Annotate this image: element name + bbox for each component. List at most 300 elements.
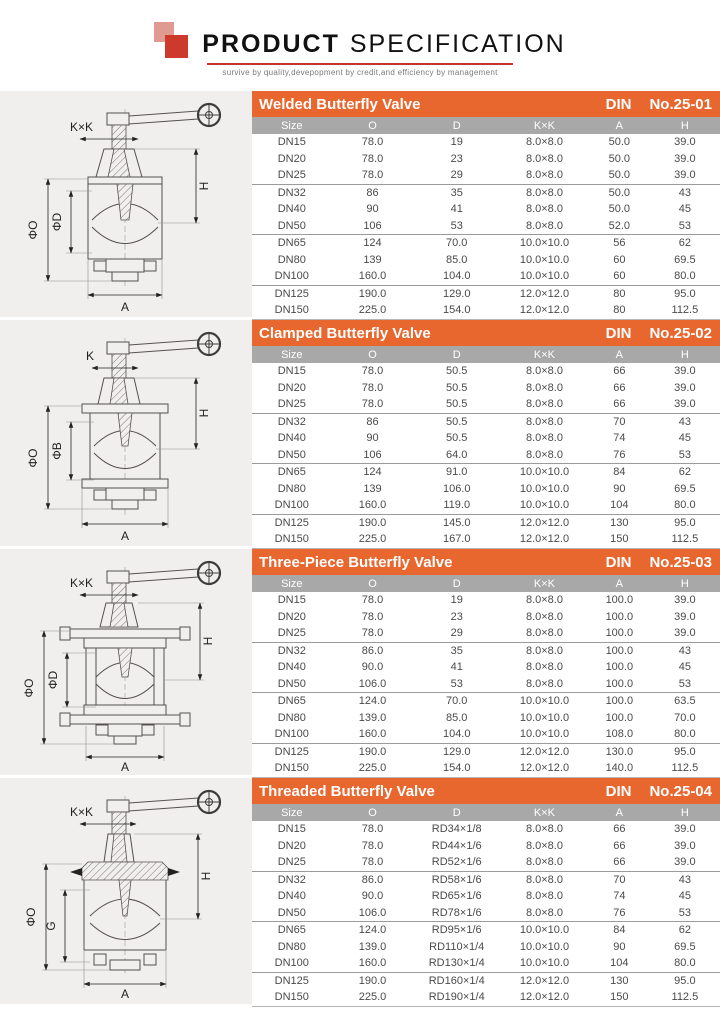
table-cell: 112.5 — [650, 989, 720, 1006]
table-cell: 12.0×12.0 — [500, 972, 589, 989]
table-cell: 10.0×10.0 — [500, 252, 589, 269]
table-cell: 78.0 — [332, 609, 414, 626]
table-cell: 39.0 — [650, 592, 720, 609]
din-number: No.25-02 — [649, 324, 712, 342]
table-cell: DN65 — [252, 922, 332, 939]
column-header-h: H — [650, 346, 720, 363]
table-cell: 8.0×8.0 — [500, 413, 589, 430]
table-cell: 76 — [589, 447, 650, 464]
table-cell: 50.5 — [413, 396, 500, 413]
table-cell: 70 — [589, 871, 650, 888]
table-cell: 145.0 — [413, 514, 500, 531]
column-header-a: A — [589, 346, 650, 363]
table-cell: 108.0 — [589, 726, 650, 743]
dim-label-a: A — [120, 529, 130, 543]
table-cell: 39.0 — [650, 396, 720, 413]
din-number: No.25-03 — [649, 553, 712, 571]
din-number: No.25-04 — [649, 782, 712, 800]
table-row — [252, 218, 720, 235]
table-row — [252, 201, 720, 218]
table-cell: 39.0 — [650, 838, 720, 855]
table-row — [252, 268, 720, 285]
table-cell: 69.5 — [650, 939, 720, 956]
table-row — [252, 151, 720, 168]
table-cell: 80.0 — [650, 268, 720, 285]
table-cell: 53 — [650, 905, 720, 922]
table-row — [252, 659, 720, 676]
table-cell: 78.0 — [332, 592, 414, 609]
table-title-bar — [252, 91, 720, 117]
table-cell: 100.0 — [589, 609, 650, 626]
table-cell: 106 — [332, 447, 414, 464]
table-cell: DN50 — [252, 676, 332, 693]
table-cell: DN40 — [252, 201, 332, 218]
table-cell: 90 — [332, 430, 414, 447]
table-row — [252, 642, 720, 659]
table-cell: 35 — [413, 184, 500, 201]
dim-label-g: G — [44, 921, 58, 931]
table-cell: DN125 — [252, 285, 332, 302]
column-header-kxk: K×K — [500, 804, 589, 821]
table-row — [252, 989, 720, 1006]
table-row — [252, 302, 720, 319]
column-header-row — [252, 346, 720, 363]
table-cell: 91.0 — [413, 464, 500, 481]
din-number: No.25-01 — [649, 95, 712, 113]
column-header-o: O — [332, 804, 414, 821]
table-row — [252, 922, 720, 939]
table-cell: 50.0 — [589, 184, 650, 201]
table-cell: DN32 — [252, 871, 332, 888]
table-row — [252, 743, 720, 760]
din-standard: DIN — [605, 324, 632, 342]
column-header-d: D — [413, 117, 500, 134]
dim-label-phi-o: ΦO — [26, 220, 40, 240]
table-cell: 95.0 — [650, 514, 720, 531]
table-cell: RD34×1/8 — [413, 821, 500, 838]
table-cell: 63.5 — [650, 693, 720, 710]
dim-label-phi-d: ΦD — [50, 212, 64, 232]
table-cell: 45 — [650, 430, 720, 447]
table-cell: 39.0 — [650, 363, 720, 380]
table-cell: 160.0 — [332, 497, 414, 514]
table-cell: DN65 — [252, 464, 332, 481]
table-cell: 50.5 — [413, 413, 500, 430]
table-cell: 19 — [413, 134, 500, 151]
table-cell: 129.0 — [413, 285, 500, 302]
table-cell: 190.0 — [332, 285, 414, 302]
table-row — [252, 363, 720, 380]
table-cell: 85.0 — [413, 252, 500, 269]
table-cell: 10.0×10.0 — [500, 922, 589, 939]
table-cell: 160.0 — [332, 726, 414, 743]
table-cell: 225.0 — [332, 531, 414, 548]
table-cell: 106 — [332, 218, 414, 235]
table-cell: 129.0 — [413, 743, 500, 760]
table-cell: 10.0×10.0 — [500, 939, 589, 956]
table-cell: RD190×1/4 — [413, 989, 500, 1006]
table-row — [252, 854, 720, 871]
table-row — [252, 413, 720, 430]
table-cell: 53 — [650, 676, 720, 693]
column-header-size: Size — [252, 346, 332, 363]
logo-icon — [154, 22, 190, 60]
table-cell: 39.0 — [650, 625, 720, 642]
handle-knob-icon — [198, 104, 220, 126]
table-cell: RD58×1/6 — [413, 871, 500, 888]
table-cell: 53 — [650, 447, 720, 464]
drawing-panel-threaded — [0, 778, 252, 1004]
dim-label-kxk: K×K — [70, 576, 94, 590]
table-cell: DN80 — [252, 481, 332, 498]
table-cell: DN25 — [252, 396, 332, 413]
table-cell: 10.0×10.0 — [500, 955, 589, 972]
page-title-light: SPECIFICATION — [349, 29, 566, 58]
tagline: survive by quality,devepopment by credit,and efficiency by management — [222, 68, 498, 77]
dim-label-k: K — [86, 349, 95, 363]
table-cell: 66 — [589, 363, 650, 380]
table-cell: DN20 — [252, 151, 332, 168]
table-cell: DN100 — [252, 497, 332, 514]
table-cell: 50.0 — [589, 151, 650, 168]
table-cell: DN32 — [252, 184, 332, 201]
table-cell: 90.0 — [332, 659, 414, 676]
table-cell: 53 — [413, 218, 500, 235]
table-cell: 78.0 — [332, 396, 414, 413]
table-cell: 8.0×8.0 — [500, 659, 589, 676]
table-cell: 69.5 — [650, 481, 720, 498]
section-welded-butterfly-valve — [0, 91, 720, 317]
column-header-a: A — [589, 117, 650, 134]
table-cell: 45 — [650, 888, 720, 905]
table-cell: 8.0×8.0 — [500, 854, 589, 871]
column-header-row — [252, 117, 720, 134]
table-cell: 225.0 — [332, 760, 414, 777]
table-cell: 52.0 — [589, 218, 650, 235]
dim-label-kxk: K×K — [70, 120, 94, 134]
dim-label-h: H — [199, 871, 213, 881]
table-cell: 95.0 — [650, 743, 720, 760]
table-cell: DN100 — [252, 955, 332, 972]
table-cell: DN40 — [252, 659, 332, 676]
table-cell: 119.0 — [413, 497, 500, 514]
table-cell: 45 — [650, 659, 720, 676]
table-cell: 124 — [332, 464, 414, 481]
table-cell: 70.0 — [413, 693, 500, 710]
column-header-h: H — [650, 575, 720, 592]
section-three-piece-butterfly-valve — [0, 549, 720, 775]
table-cell: DN15 — [252, 592, 332, 609]
table-cell: 66 — [589, 821, 650, 838]
table-cell: 50.0 — [589, 201, 650, 218]
table-cell: 112.5 — [650, 760, 720, 777]
table-cell: DN32 — [252, 413, 332, 430]
table-cell: 78.0 — [332, 134, 414, 151]
drawing-panel-three-piece — [0, 549, 252, 775]
table-cell: 8.0×8.0 — [500, 838, 589, 855]
table-cell: 8.0×8.0 — [500, 821, 589, 838]
weld-arrow-icon — [70, 868, 82, 876]
table-cell: DN15 — [252, 821, 332, 838]
section-clamped-butterfly-valve — [0, 320, 720, 546]
table-row — [252, 838, 720, 855]
column-header-size: Size — [252, 575, 332, 592]
table-row — [252, 447, 720, 464]
table-cell: 106.0 — [332, 905, 414, 922]
table-cell: 86 — [332, 413, 414, 430]
valve-technical-drawing-clamped — [0, 320, 252, 546]
table-cell: 86.0 — [332, 871, 414, 888]
table-cell: 190.0 — [332, 972, 414, 989]
din-standard: DIN — [605, 782, 632, 800]
brand-rule — [207, 63, 513, 65]
spec-table-welded — [252, 117, 720, 320]
table-cell: DN25 — [252, 854, 332, 871]
table-title-bar — [252, 778, 720, 804]
table-cell: 66 — [589, 854, 650, 871]
valve-technical-drawing-threaded — [0, 778, 252, 1004]
table-cell: 225.0 — [332, 989, 414, 1006]
table-cell: 50.5 — [413, 430, 500, 447]
table-cell: 130 — [589, 972, 650, 989]
table-cell: 23 — [413, 151, 500, 168]
table-cell: 8.0×8.0 — [500, 642, 589, 659]
column-header-d: D — [413, 346, 500, 363]
table-cell: 80 — [589, 302, 650, 319]
table-cell: 62 — [650, 235, 720, 252]
table-cell: 12.0×12.0 — [500, 760, 589, 777]
table-cell: 12.0×12.0 — [500, 743, 589, 760]
table-cell: DN80 — [252, 252, 332, 269]
table-row — [252, 531, 720, 548]
table-cell: DN20 — [252, 838, 332, 855]
table-cell: 95.0 — [650, 972, 720, 989]
table-cell: 100.0 — [589, 625, 650, 642]
table-cell: 62 — [650, 922, 720, 939]
table-cell: 41 — [413, 659, 500, 676]
table-cell: 8.0×8.0 — [500, 430, 589, 447]
table-cell: 86.0 — [332, 642, 414, 659]
table-cell: 160.0 — [332, 955, 414, 972]
table-cell: 78.0 — [332, 167, 414, 184]
table-cell: 130 — [589, 514, 650, 531]
table-cell: 8.0×8.0 — [500, 201, 589, 218]
table-cell: 160.0 — [332, 268, 414, 285]
table-cell: 29 — [413, 167, 500, 184]
dim-label-phi-d: ΦD — [46, 670, 60, 690]
table-cell: 112.5 — [650, 302, 720, 319]
table-cell: 19 — [413, 592, 500, 609]
table-cell: 80 — [589, 285, 650, 302]
table-cell: 43 — [650, 413, 720, 430]
table-row — [252, 380, 720, 397]
table-cell: 76 — [589, 905, 650, 922]
table-cell: 12.0×12.0 — [500, 302, 589, 319]
table-cell: DN80 — [252, 939, 332, 956]
table-cell: 8.0×8.0 — [500, 676, 589, 693]
table-cell: 104 — [589, 497, 650, 514]
table-row — [252, 726, 720, 743]
table-cell: 10.0×10.0 — [500, 497, 589, 514]
table-cell: 78.0 — [332, 821, 414, 838]
table-cell: DN15 — [252, 134, 332, 151]
table-cell: 130.0 — [589, 743, 650, 760]
table-row — [252, 396, 720, 413]
table-cell: RD160×1/4 — [413, 972, 500, 989]
column-header-kxk: K×K — [500, 117, 589, 134]
drawing-panel-clamped — [0, 320, 252, 546]
dim-label-h: H — [201, 636, 215, 646]
column-header-size: Size — [252, 117, 332, 134]
column-header-row — [252, 804, 720, 821]
table-cell: DN50 — [252, 447, 332, 464]
table-cell: 78.0 — [332, 838, 414, 855]
table-cell: DN125 — [252, 514, 332, 531]
table-cell: RD130×1/4 — [413, 955, 500, 972]
dim-label-phi-o: ΦO — [22, 678, 36, 698]
table-row — [252, 871, 720, 888]
table-title-bar — [252, 320, 720, 346]
table-cell: 8.0×8.0 — [500, 871, 589, 888]
dim-label-kxk: K×K — [70, 805, 94, 819]
table-cell: 139 — [332, 481, 414, 498]
column-header-size: Size — [252, 804, 332, 821]
column-header-h: H — [650, 804, 720, 821]
table-cell: 39.0 — [650, 151, 720, 168]
table-cell: 12.0×12.0 — [500, 514, 589, 531]
table-cell: 8.0×8.0 — [500, 396, 589, 413]
table-cell: 8.0×8.0 — [500, 592, 589, 609]
table-cell: 104.0 — [413, 726, 500, 743]
table-cell: DN40 — [252, 888, 332, 905]
table-cell: 62 — [650, 464, 720, 481]
table-row — [252, 430, 720, 447]
table-cell: 8.0×8.0 — [500, 184, 589, 201]
table-cell: 106.0 — [332, 676, 414, 693]
table-cell: 50.0 — [589, 167, 650, 184]
table-title-bar — [252, 549, 720, 575]
column-header-o: O — [332, 346, 414, 363]
table-cell: 8.0×8.0 — [500, 363, 589, 380]
table-cell: 104 — [589, 955, 650, 972]
valve-technical-drawing-three-piece — [0, 549, 252, 775]
table-cell: 35 — [413, 642, 500, 659]
table-cell: 140.0 — [589, 760, 650, 777]
table-cell: 43 — [650, 184, 720, 201]
table-cell: 8.0×8.0 — [500, 905, 589, 922]
table-cell: 39.0 — [650, 167, 720, 184]
section-threaded-butterfly-valve — [0, 778, 720, 1004]
table-row — [252, 285, 720, 302]
table-row — [252, 609, 720, 626]
table-cell: 100.0 — [589, 710, 650, 727]
table-row — [252, 905, 720, 922]
handle-knob-icon — [198, 562, 220, 584]
table-cell: 12.0×12.0 — [500, 989, 589, 1006]
table-cell: 70.0 — [413, 235, 500, 252]
table-row — [252, 134, 720, 151]
table-cell: 124.0 — [332, 693, 414, 710]
table-cell: DN100 — [252, 726, 332, 743]
table-cell: DN100 — [252, 268, 332, 285]
table-cell: 78.0 — [332, 854, 414, 871]
table-cell: 139 — [332, 252, 414, 269]
table-cell: 139.0 — [332, 939, 414, 956]
table-cell: DN80 — [252, 710, 332, 727]
column-header-o: O — [332, 575, 414, 592]
table-cell: 39.0 — [650, 380, 720, 397]
table-cell: 60 — [589, 252, 650, 269]
valve-technical-drawing-welded — [0, 91, 252, 317]
table-cell: 100.0 — [589, 659, 650, 676]
din-standard: DIN — [605, 553, 632, 571]
column-header-a: A — [589, 575, 650, 592]
spec-table-three-piece — [252, 575, 720, 778]
table-cell: 190.0 — [332, 743, 414, 760]
weld-arrow-icon — [168, 868, 180, 876]
din-standard: DIN — [605, 95, 632, 113]
table-row — [252, 464, 720, 481]
table-cell: 8.0×8.0 — [500, 625, 589, 642]
table-cell: 225.0 — [332, 302, 414, 319]
table-cell: DN20 — [252, 380, 332, 397]
table-title: Threaded Butterfly Valve — [259, 782, 435, 800]
table-cell: 69.5 — [650, 252, 720, 269]
table-cell: 154.0 — [413, 302, 500, 319]
table-row — [252, 481, 720, 498]
table-cell: 8.0×8.0 — [500, 447, 589, 464]
table-row — [252, 693, 720, 710]
table-cell: 100.0 — [589, 592, 650, 609]
table-row — [252, 939, 720, 956]
dim-label-a: A — [120, 987, 130, 1001]
table-cell: 90 — [332, 201, 414, 218]
table-cell: 85.0 — [413, 710, 500, 727]
table-cell: 8.0×8.0 — [500, 218, 589, 235]
table-cell: RD110×1/4 — [413, 939, 500, 956]
dim-label-phi-o: ΦO — [24, 907, 38, 927]
table-cell: 74 — [589, 430, 650, 447]
dim-label-a: A — [120, 300, 130, 314]
table-cell: 80.0 — [650, 497, 720, 514]
table-cell: RD78×1/6 — [413, 905, 500, 922]
table-cell: 8.0×8.0 — [500, 888, 589, 905]
spec-table-threaded — [252, 804, 720, 1007]
table-cell: 106.0 — [413, 481, 500, 498]
table-cell: 84 — [589, 922, 650, 939]
table-cell: 167.0 — [413, 531, 500, 548]
table-cell: 39.0 — [650, 609, 720, 626]
table-cell: 8.0×8.0 — [500, 380, 589, 397]
table-cell: DN65 — [252, 693, 332, 710]
table-cell: 10.0×10.0 — [500, 693, 589, 710]
table-row — [252, 821, 720, 838]
table-cell: RD65×1/6 — [413, 888, 500, 905]
table-cell: 190.0 — [332, 514, 414, 531]
table-cell: 8.0×8.0 — [500, 134, 589, 151]
table-title: Welded Butterfly Valve — [259, 95, 421, 113]
table-cell: DN150 — [252, 760, 332, 777]
table-cell: 39.0 — [650, 134, 720, 151]
dim-label-a: A — [120, 760, 130, 774]
table-cell: 29 — [413, 625, 500, 642]
table-cell: DN15 — [252, 363, 332, 380]
table-cell: DN125 — [252, 972, 332, 989]
column-header-row — [252, 575, 720, 592]
table-cell: 84 — [589, 464, 650, 481]
table-cell: 78.0 — [332, 380, 414, 397]
table-row — [252, 592, 720, 609]
